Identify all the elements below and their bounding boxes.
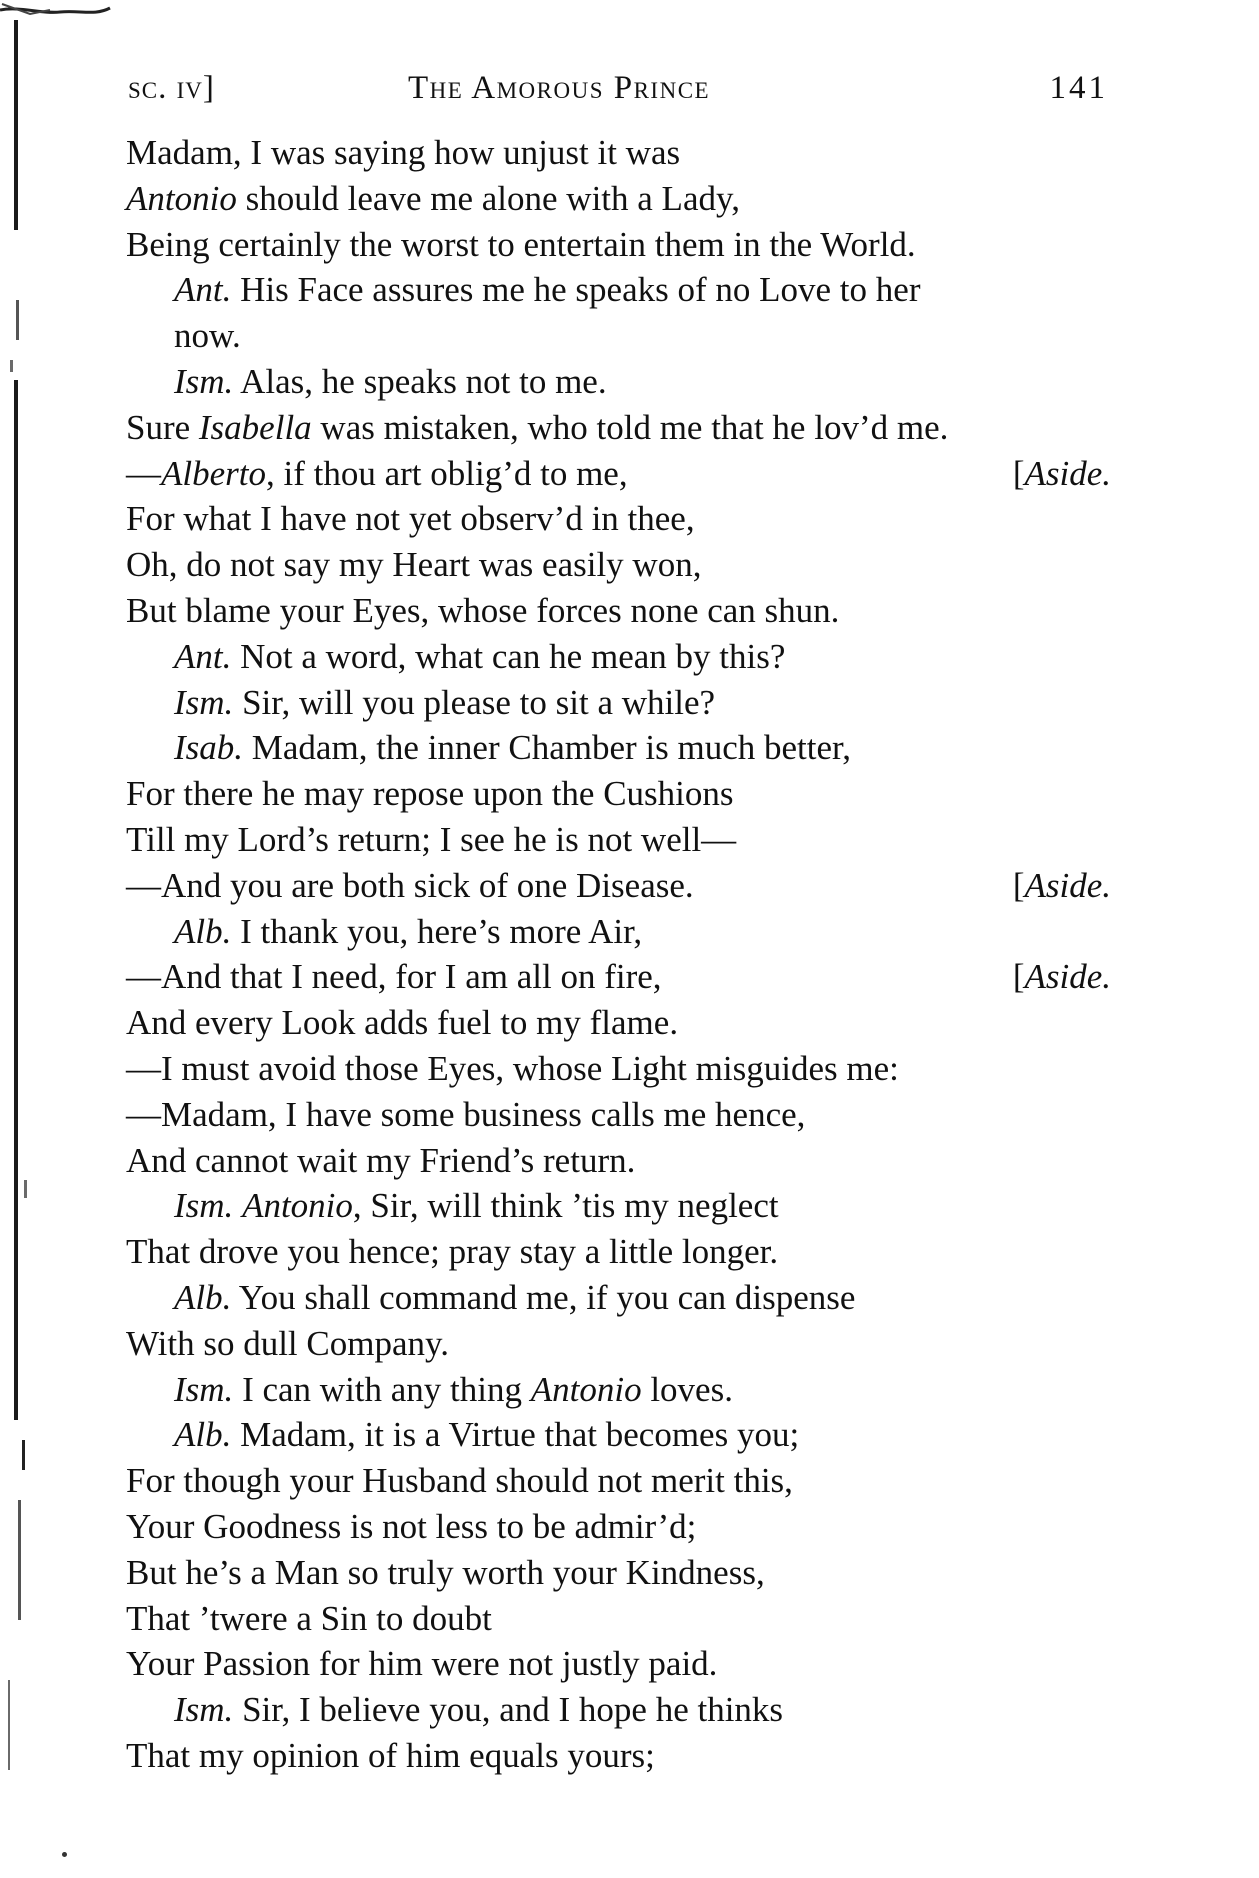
line-text: That drove you hence; pray stay a little longer. [126,1232,779,1272]
verse-line [126,1733,1111,1779]
verse-line [126,863,1111,909]
italic-name: Antonio [530,1369,642,1409]
binding-gutter-shadow [0,0,38,1878]
line-text: But he’s a Man so truly worth your Kindness, [126,1552,765,1592]
verse-line [126,771,1111,817]
verse-line [126,1458,1111,1504]
italic-name: Antonio [126,178,237,218]
line-text: But blame your Eyes, whose forces none can shun. [126,590,840,630]
line-text: Madam, I was saying how unjust it was [126,133,681,172]
running-header [128,70,1108,120]
line-text: Being certainly the worst to entertain them in the World. [126,224,916,264]
line-text: loves. [641,1369,733,1409]
verse-line [126,954,1111,1000]
line-text: — [126,453,161,493]
speech-line [126,1367,1111,1413]
line-text: Till my Lord’s return; I see he is not well— [126,819,737,859]
speech-line [126,267,1111,313]
speech-line [126,1275,1111,1321]
verse-line [126,313,1111,359]
line-text: And cannot wait my Friend’s return. [126,1140,636,1180]
speech-line [126,359,1111,405]
line-text [233,1186,242,1225]
stage-direction-aside [1013,863,1111,909]
italic-name: Antonio [242,1186,353,1226]
line-text: —And that I need, for I am all on fire, [126,957,662,997]
stage-direction-aside [1013,451,1111,497]
line-text: Not a word, what can he mean by this? [231,636,786,676]
line-text: Oh, do not say my Heart was easily won, [126,545,702,585]
verse-line [126,1550,1111,1596]
verse-line [126,1046,1111,1092]
speaker-name: Ism. [174,682,234,722]
aside-text: Aside. [1024,453,1111,493]
line-text: That ’twere a Sin to doubt [126,1598,492,1638]
verse-line [126,1000,1111,1046]
line-text: His Face assures me he speaks of no Love to her [231,270,921,310]
verse-line [126,130,1111,176]
italic-name: Isabella [198,407,312,447]
line-text: Alas, he speaks not to me. [233,361,607,401]
aside-text: Aside. [1024,957,1111,997]
verse-line [126,176,1111,222]
speaker-name: Alb. [174,911,232,951]
play-text [126,130,1111,1779]
speech-line [126,725,1111,771]
line-text: Your Goodness is not less to be admir’d; [126,1506,697,1546]
speaker-name: Ism. [174,1186,234,1226]
line-text: —Madam, I have some business calls me hence, [126,1094,806,1134]
aside-text: Aside. [1024,865,1111,905]
line-text: And every Look adds fuel to my flame. [126,1003,679,1043]
speaker-name: Ant. [174,270,232,310]
stage-direction-aside [1013,954,1111,1000]
bracket-glyph: [ [1012,453,1025,493]
line-text: should leave me alone with a Lady, [236,178,740,218]
line-text: was mistaken, who told me that he lov’d me. [311,407,949,447]
line-text: now. [174,316,241,356]
verse-line [126,496,1111,542]
speaker-name: Alb. [174,1415,232,1455]
line-text: Sure [126,407,199,447]
speech-line [126,680,1111,726]
line-text: , if thou art oblig’d to me, [265,453,628,493]
italic-name: Alberto [161,453,266,493]
ink-speck [62,1852,67,1857]
line-text: You shall command me, if you can dispense [231,1277,856,1317]
verse-line [126,405,1111,451]
scene-marker: sc. iv] [128,70,215,106]
bracket-glyph: [ [1012,865,1025,905]
verse-line [126,542,1111,588]
verse-line [126,1138,1111,1184]
verse-line [126,1321,1111,1367]
line-text: With so dull Company. [126,1323,449,1363]
verse-line [126,588,1111,634]
verse-line [126,222,1111,268]
line-text: For what I have not yet observ’d in thee, [126,499,695,539]
verse-line [126,1596,1111,1642]
line-text: Madam, the inner Chamber is much better, [243,728,852,768]
speech-line [126,1687,1111,1733]
verse-line [126,451,1111,497]
line-text: Sir, will you please to sit a while? [233,682,716,722]
line-text: , Sir, will think ’tis my neglect [352,1186,779,1226]
speaker-name: Alb. [174,1277,232,1317]
speech-line [126,1412,1111,1458]
line-text: I thank you, here’s more Air, [231,911,643,951]
line-text: I can with any thing [233,1369,531,1409]
line-text: —I must avoid those Eyes, whose Light misguides me: [126,1048,899,1088]
verse-line [126,1229,1111,1275]
line-text: Sir, I believe you, and I hope he thinks [233,1690,784,1730]
speaker-name: Isab. [174,728,244,768]
speech-line [126,634,1111,680]
speaker-name: Ism. [174,1369,234,1409]
speaker-name: Ism. [174,1690,234,1730]
speech-line [126,1183,1111,1229]
speaker-name: Ism. [174,361,234,401]
line-text: For there he may repose upon the Cushions [126,774,734,814]
verse-line [126,1641,1111,1687]
line-text: —And you are both sick of one Disease. [126,865,694,905]
bracket-glyph: [ [1012,957,1025,997]
line-text: Your Passion for him were not justly paid. [126,1644,718,1684]
line-text: Madam, it is a Virtue that becomes you; [231,1415,800,1455]
page-number: 141 [1049,70,1108,106]
verse-line [126,817,1111,863]
running-title: The Amorous Prince [408,70,711,106]
line-text: That my opinion of him equals yours; [126,1735,655,1775]
speaker-name: Ant. [174,636,232,676]
line-text: For though your Husband should not merit this, [126,1461,793,1501]
verse-line [126,1504,1111,1550]
verse-line [126,1092,1111,1138]
speech-line [126,909,1111,955]
